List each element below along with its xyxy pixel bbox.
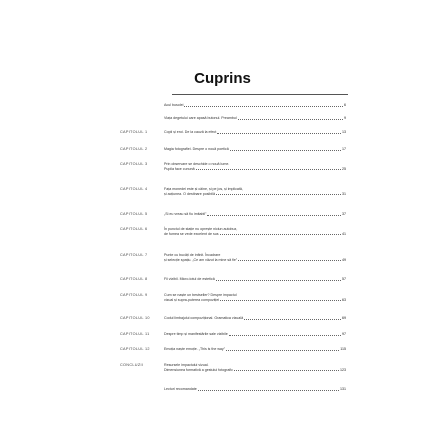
dot-leader <box>184 106 343 107</box>
entry-text <box>164 130 346 135</box>
entry-title: Resursele impactului vizual. <box>164 363 209 367</box>
entry-text <box>164 293 346 302</box>
entry-text <box>164 332 346 337</box>
page-number: 9 <box>344 116 346 120</box>
chapter-label: CAPITOLUL 11 <box>120 332 150 336</box>
page-number: 41 <box>342 231 346 236</box>
chapter-label: CAPITOLUL 5 <box>120 212 148 216</box>
page-number: 37 <box>342 212 346 216</box>
entry-title: Codul limbajului compozițional. Gramatica vizuală <box>164 316 244 320</box>
entry-title: Cum se naște un bestseller? Despre impactul <box>164 293 237 297</box>
chapter-label: CAPITOLUL 2 <box>120 147 148 151</box>
entry-title: Emoția naște emoție. „This is the way” <box>164 347 225 351</box>
chapter-label: CAPITOLUL 7 <box>120 253 148 257</box>
entry-text <box>164 277 346 282</box>
chapter-label: CAPITOLUL 12 <box>120 347 150 351</box>
entry-text <box>164 187 346 196</box>
page-number: 115 <box>340 347 346 351</box>
entry-title: Despre timp și manifestările sale vizibile <box>164 332 228 336</box>
entry-title: vizual și supra-puterea compoziției <box>164 297 220 302</box>
page-number: 131 <box>340 387 346 391</box>
dot-leader <box>238 119 343 120</box>
dot-leader <box>234 370 339 371</box>
entry-text <box>164 103 346 108</box>
entry-title: de fumea se vede excelent de sus <box>164 231 219 236</box>
dot-leader <box>226 350 339 351</box>
entry-text <box>164 116 346 121</box>
page-number: 25 <box>342 166 346 171</box>
entry-text <box>164 387 346 392</box>
entry-title: Lecturi recomandate <box>164 387 197 391</box>
page-number: 49 <box>342 257 346 262</box>
entry-text <box>164 363 346 372</box>
entry-text <box>164 212 346 217</box>
page-number: 63 <box>342 297 346 302</box>
dot-leader <box>216 194 341 195</box>
entry-text <box>164 227 346 236</box>
entry-title: și acțiunea. O destinare posibilă <box>164 191 215 196</box>
entry-title: Fața monedei este și câine, și pe jos, și implicată, <box>164 187 243 191</box>
dot-leader <box>238 260 341 261</box>
dot-leader <box>217 133 341 134</box>
page-number: 31 <box>342 191 346 196</box>
dot-leader <box>198 390 339 391</box>
entry-text <box>164 347 346 352</box>
page-number: 57 <box>342 277 346 281</box>
dot-leader <box>196 169 341 170</box>
entry-text <box>164 147 346 152</box>
chapter-label: CAPITOLUL 6 <box>120 227 148 231</box>
dot-leader <box>220 300 341 301</box>
dot-leader <box>220 234 341 235</box>
page-number: 123 <box>340 367 346 372</box>
entry-title: Prin observare se deschide o nouă lume. <box>164 162 230 166</box>
chapter-label: CAPITOLUL 3 <box>120 162 148 166</box>
entry-text <box>164 253 346 262</box>
dot-leader <box>207 215 341 216</box>
entry-title: Acul busolei <box>164 103 184 107</box>
dot-leader <box>244 319 341 320</box>
page-number: 13 <box>342 130 346 134</box>
entry-title: În punctul de stație nu oprește niciun autobuz, <box>164 227 238 231</box>
entry-title: Magia fotografiei. Despre o nouă poetică <box>164 147 229 151</box>
entry-title: Viața degetului care apasă butonul. Preambul <box>164 116 237 120</box>
page-number: 6 <box>344 103 346 107</box>
entry-title: și selecție spațiu. „Ce am văzut la mine să fie” <box>164 257 238 262</box>
entry-title: Fii vizibil. Micro-totul de estetică <box>164 277 215 281</box>
chapter-label: CONCLUZII <box>120 363 144 367</box>
chapter-label: CAPITOLUL 10 <box>120 316 150 320</box>
page-number: 97 <box>342 332 346 336</box>
page-number: 69 <box>342 316 346 320</box>
dot-leader <box>216 280 341 281</box>
dot-leader <box>229 335 341 336</box>
entry-title: Pupila face cunună <box>164 166 195 171</box>
dot-leader <box>230 150 341 151</box>
entry-title: Dimensiunea formativă a gestului fotografic <box>164 367 233 372</box>
chapter-label: CAPITOLUL 8 <box>120 277 148 281</box>
entry-text <box>164 162 346 171</box>
entry-title: Copii și eroi. De la cauză la efect <box>164 130 217 134</box>
entry-text <box>164 316 346 321</box>
chapter-label: CAPITOLUL 1 <box>120 130 148 134</box>
chapter-label: CAPITOLUL 4 <box>120 187 148 191</box>
chapter-label: CAPITOLUL 9 <box>120 293 148 297</box>
page-number: 17 <box>342 147 346 151</box>
entry-title: Punte cu bucăți de infinit. Încadrare <box>164 253 221 257</box>
entry-title: „Si eu vreau să fiu imitabil” <box>164 212 207 216</box>
page-title: Cuprins <box>194 70 251 87</box>
